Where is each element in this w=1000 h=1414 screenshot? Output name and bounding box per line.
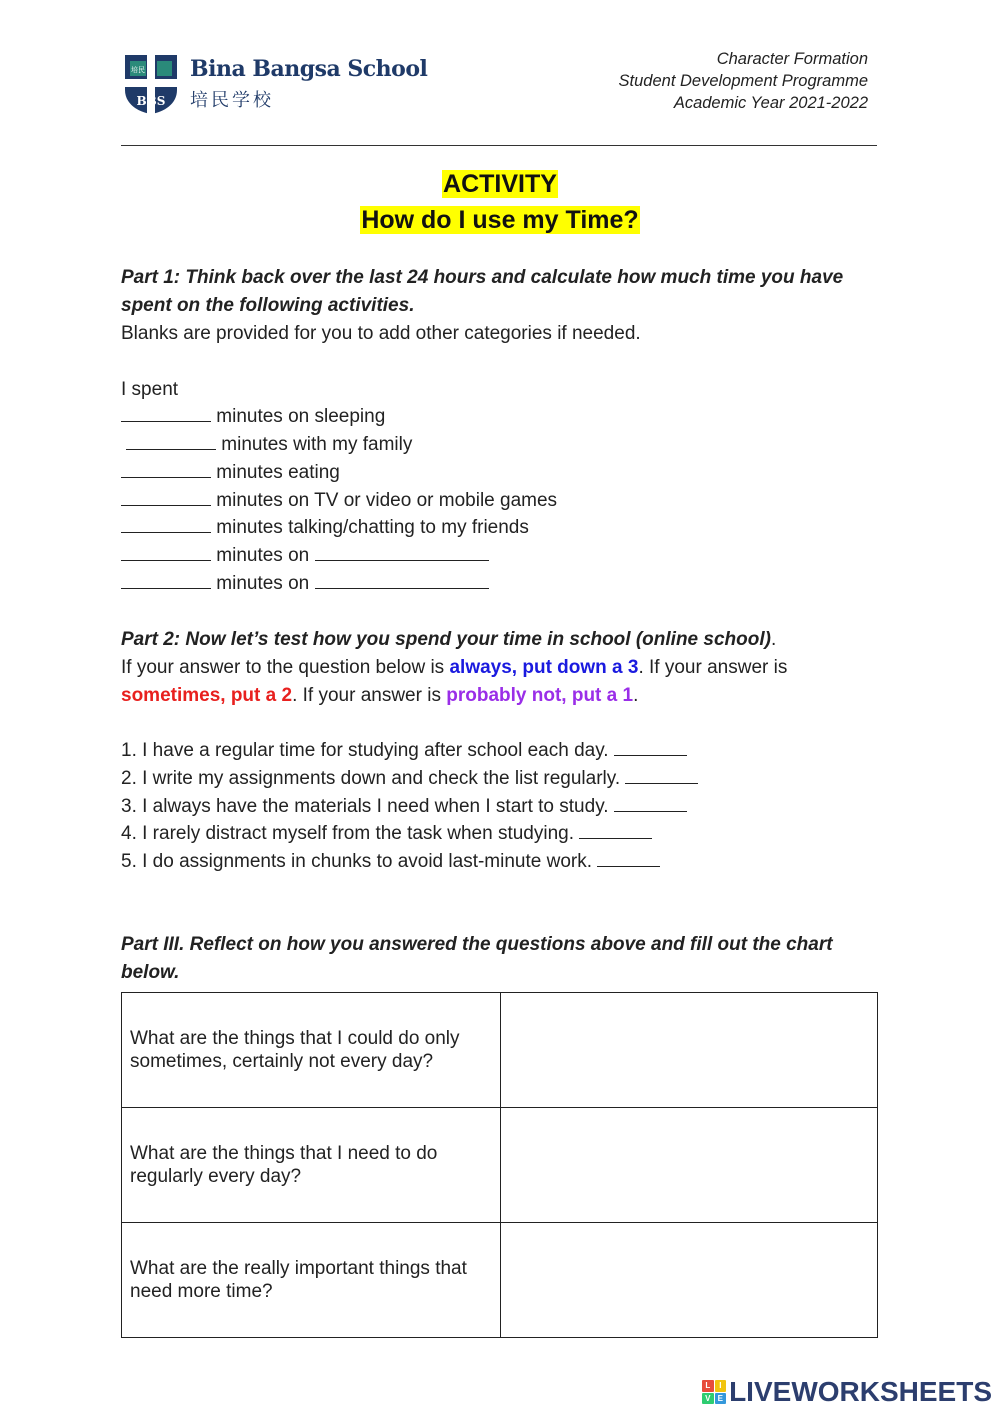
header-info — [619, 48, 868, 114]
chart-question: What are the things that I need to do regularly every day? — [122, 1108, 501, 1223]
part2-instruction-line2: sometimes, put a 2. If your answer is probably not, put a 1. — [121, 685, 639, 706]
table-row — [122, 993, 878, 1108]
list-item — [121, 570, 489, 598]
crest-text-top: 培民 — [131, 66, 145, 74]
answer-blank[interactable] — [121, 403, 211, 422]
activity-subtitle: How do I use my Time? — [361, 206, 639, 234]
crest-text-bottom: BBS — [136, 94, 166, 108]
probably-not-option: probably not, put a 1 — [446, 685, 634, 706]
school-logo — [122, 52, 427, 116]
part3-heading-line1: Part III. Reflect on how you answered the questions above and fill out the chart — [121, 934, 833, 955]
table-row — [122, 1108, 878, 1223]
liveworksheets-brand: LIVEWORKSHEETS — [729, 1376, 992, 1407]
list-item — [121, 487, 557, 515]
activity-label: minutes with my family — [221, 434, 413, 455]
activity-label: minutes on — [216, 545, 310, 566]
icon-letter: E — [715, 1393, 727, 1405]
question-row — [121, 848, 660, 876]
icon-letter: V — [702, 1393, 714, 1405]
header-line-programme: Student Development Programme — [618, 72, 868, 90]
answer-blank[interactable] — [121, 514, 211, 533]
question-text: 3. I always have the materials I need when I start to study. — [121, 796, 609, 817]
question-row — [121, 793, 687, 821]
school-name-chinese: 培民学校 — [190, 90, 274, 111]
question-row — [121, 765, 698, 793]
answer-blank[interactable] — [126, 431, 216, 450]
question-text: 5. I do assignments in chunks to avoid last-minute work. — [121, 851, 593, 872]
activity-title: ACTIVITY — [443, 170, 557, 198]
list-item — [121, 542, 489, 570]
school-name: Bina Bangsa School — [190, 56, 428, 82]
always-option: always, put down a 3 — [449, 657, 639, 678]
part1-heading-line2: spent on the following activities. — [121, 295, 415, 316]
list-item — [121, 431, 412, 459]
activity-label: minutes on — [216, 573, 310, 594]
part2-instruction-line1: If your answer to the question below is always, put down a 3. If your answer is — [121, 657, 788, 678]
score-blank[interactable] — [625, 765, 698, 784]
header-line-programme-area: Character Formation — [716, 50, 868, 68]
part2-heading: Part 2: Now let’s test how you spend your time in school (online school) — [121, 629, 771, 650]
activity-label: minutes talking/chatting to my friends — [216, 517, 529, 538]
score-blank[interactable] — [597, 848, 660, 867]
school-crest-icon — [122, 52, 180, 116]
answer-blank[interactable] — [121, 487, 211, 506]
score-blank[interactable] — [614, 793, 687, 812]
question-row — [121, 737, 687, 765]
table-row — [122, 1223, 878, 1338]
score-blank[interactable] — [579, 820, 652, 839]
chart-answer-cell[interactable] — [501, 993, 878, 1108]
answer-blank[interactable] — [121, 570, 211, 589]
chart-answer-cell[interactable] — [501, 1108, 878, 1223]
chart-question: What are the things that I could do only sometimes, certainly not every day? — [122, 993, 501, 1108]
score-blank[interactable] — [614, 737, 687, 756]
list-item — [121, 514, 529, 542]
activity-label: minutes on sleeping — [216, 406, 386, 427]
header-divider — [121, 145, 877, 146]
part1-note: Blanks are provided for you to add other categories if needed. — [121, 323, 641, 344]
activity-label: minutes eating — [216, 462, 340, 483]
category-blank[interactable] — [315, 542, 489, 561]
question-text: 1. I have a regular time for studying after school each day. — [121, 740, 609, 761]
answer-blank[interactable] — [121, 459, 211, 478]
question-text: 2. I write my assignments down and check the list regularly. — [121, 768, 621, 789]
activity-label: minutes on TV or video or mobile games — [216, 490, 558, 511]
icon-letter: I — [715, 1380, 727, 1392]
part2-heading-row: Part 2: Now let’s test how you spend your time in school (online school). — [121, 629, 777, 650]
answer-blank[interactable] — [121, 542, 211, 561]
question-text: 4. I rarely distract myself from the task when studying. — [121, 823, 575, 844]
list-item — [121, 403, 385, 431]
liveworksheets-icon — [702, 1380, 726, 1404]
category-blank[interactable] — [315, 570, 489, 589]
header-line-year: Academic Year 2021-2022 — [673, 94, 868, 112]
part1-intro: I spent — [121, 379, 179, 400]
icon-letter: L — [702, 1380, 714, 1392]
list-item — [121, 459, 340, 487]
part1-heading-line1: Part 1: Think back over the last 24 hours and calculate how much time you have — [121, 267, 844, 288]
chart-answer-cell[interactable] — [501, 1223, 878, 1338]
chart-question: What are the really important things that need more time? — [122, 1223, 501, 1338]
question-row — [121, 820, 652, 848]
sometimes-option: sometimes, put a 2 — [121, 685, 293, 706]
reflection-chart — [121, 992, 878, 1338]
part3-heading-line2: below. — [121, 962, 180, 983]
liveworksheets-logo — [702, 1376, 992, 1408]
